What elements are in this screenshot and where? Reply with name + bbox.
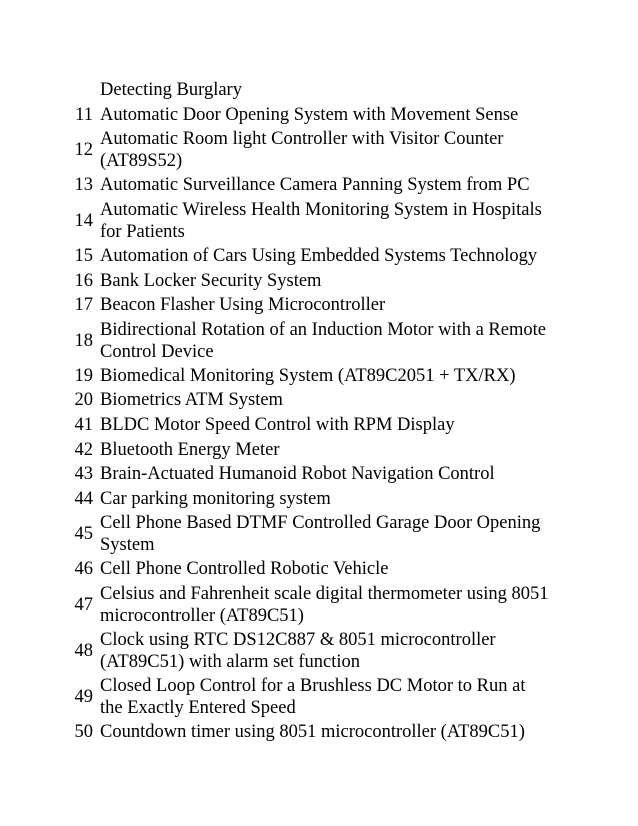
list-item — [0, 487, 638, 512]
item-title-line: System — [100, 535, 155, 556]
item-title — [100, 294, 560, 316]
item-number: 42 — [74, 439, 93, 460]
list-item — [0, 413, 638, 438]
list-item — [0, 437, 638, 462]
item-title — [100, 128, 560, 172]
item-title-line: Countdown timer using 8051 microcontroller (AT89C51) — [100, 722, 525, 743]
item-number: 50 — [74, 722, 93, 743]
item-title — [100, 270, 560, 292]
item-title — [100, 365, 560, 387]
item-number: 18 — [74, 330, 93, 351]
item-title-line: Automatic Room light Controller with Visitor Counter — [100, 129, 504, 150]
item-number: 46 — [74, 559, 93, 580]
item-title — [100, 199, 560, 243]
item-number: 44 — [74, 488, 93, 509]
item-title-line: Car parking monitoring system — [100, 488, 331, 509]
list-item — [0, 103, 638, 128]
item-number: 47 — [74, 594, 93, 615]
item-title — [100, 463, 560, 485]
item-title-line: Cell Phone Based DTMF Controlled Garage Door Opening — [100, 513, 541, 534]
item-number: 12 — [74, 140, 93, 161]
item-title-line: Celsius and Fahrenheit scale digital thermometer using 8051 — [100, 583, 549, 604]
item-number: 48 — [74, 640, 93, 661]
list-item — [0, 582, 638, 628]
list-item — [0, 674, 638, 720]
item-title — [100, 319, 560, 363]
list-item — [0, 198, 638, 244]
item-title-line: Brain-Actuated Humanoid Robot Navigation Control — [100, 464, 495, 485]
list-item — [0, 244, 638, 269]
item-title-line: Control Device — [100, 341, 214, 362]
item-number: 45 — [74, 524, 93, 545]
item-number: 15 — [74, 246, 93, 267]
item-title-line: Detecting Burglary — [100, 80, 242, 101]
list-item — [0, 511, 638, 557]
item-number: 13 — [74, 175, 93, 196]
item-title-line: Bidirectional Rotation of an Induction Motor with a Remote — [100, 319, 546, 340]
list-item — [0, 268, 638, 293]
item-number: 41 — [74, 415, 93, 436]
item-title-line: Bluetooth Energy Meter — [100, 439, 280, 460]
list-item — [0, 293, 638, 318]
item-title — [100, 104, 560, 126]
list-item — [0, 364, 638, 389]
item-title-line: microcontroller (AT89C51) — [100, 605, 304, 626]
item-title — [100, 174, 560, 196]
item-title — [100, 583, 560, 627]
item-title — [100, 721, 560, 743]
item-title-line: Biomedical Monitoring System (AT89C2051 + TX/RX) — [100, 365, 516, 386]
item-number: 19 — [74, 365, 93, 386]
item-number: 43 — [74, 464, 93, 485]
item-number: 17 — [74, 295, 93, 316]
item-title-line: for Patients — [100, 221, 185, 242]
list-item — [0, 173, 638, 198]
item-title — [100, 675, 560, 719]
item-title — [100, 414, 560, 436]
item-title — [100, 629, 560, 673]
item-title-line: Closed Loop Control for a Brushless DC Motor to Run at — [100, 675, 526, 696]
item-number: 49 — [74, 686, 93, 707]
list-item — [0, 628, 638, 674]
item-title — [100, 558, 560, 580]
item-title-line: Automatic Surveillance Camera Panning System from PC — [100, 175, 530, 196]
item-title — [100, 488, 560, 510]
list-item — [0, 462, 638, 487]
item-title-line: Automation of Cars Using Embedded Systems Technology — [100, 246, 538, 267]
item-title — [100, 79, 560, 101]
item-title-line: Beacon Flasher Using Microcontroller — [100, 295, 386, 316]
list-item — [0, 318, 638, 364]
item-title-line: (AT89S52) — [100, 151, 183, 172]
item-title-line: BLDC Motor Speed Control with RPM Display — [100, 415, 455, 436]
item-number: 20 — [74, 390, 93, 411]
item-title-line: Bank Locker Security System — [100, 270, 322, 291]
item-title-line: Automatic Wireless Health Monitoring System in Hospitals — [100, 199, 542, 220]
item-title-line: Biometrics ATM System — [100, 390, 283, 411]
item-title-line: Automatic Door Opening System with Movement Sense — [100, 104, 519, 125]
item-title — [100, 245, 560, 267]
item-number: 14 — [74, 210, 93, 231]
item-title — [100, 389, 560, 411]
project-list — [0, 78, 638, 744]
item-title-line: (AT89C51) with alarm set function — [100, 651, 360, 672]
item-number: 16 — [74, 270, 93, 291]
item-title — [100, 512, 560, 556]
item-title-line: Clock using RTC DS12C887 & 8051 microcontroller — [100, 629, 496, 650]
list-item — [0, 78, 638, 103]
list-item — [0, 557, 638, 582]
list-item — [0, 388, 638, 413]
item-title — [100, 439, 560, 461]
list-item — [0, 127, 638, 173]
item-number: 11 — [75, 104, 93, 125]
list-item — [0, 720, 638, 745]
item-title-line: the Exactly Entered Speed — [100, 697, 296, 718]
item-title-line: Cell Phone Controlled Robotic Vehicle — [100, 559, 389, 580]
